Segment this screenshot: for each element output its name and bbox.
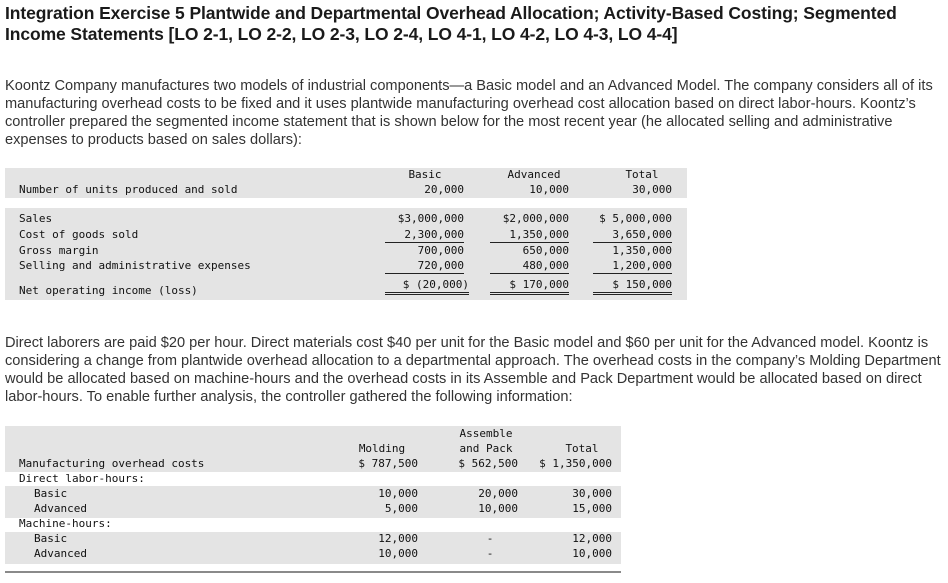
sga-total: 1,200,000 <box>593 259 672 274</box>
dlh-advanced-molding: 5,000 <box>384 502 418 515</box>
moh-molding: $ 787,500 <box>358 457 418 470</box>
dlh-heading: Direct labor-hours: <box>19 472 145 485</box>
moh-assemble: $ 562,500 <box>458 457 518 470</box>
intro-paragraph: Koontz Company manufactures two models of industrial components—a Basic model and an Advanced Model. The company considers all of its manufacturing overhead costs to be fixed and it uses plantwide manufacturing overhead cost allocation based on direct labor-hours. Koontz’s controller prepared the segmented income statement that is shown below for the most recent year (he allocated selling and administrative expenses to products based on sales dollars): <box>5 78 933 148</box>
mh-advanced-molding: 10,000 <box>378 547 418 560</box>
header-assemble: Assemble <box>459 427 513 440</box>
sga-advanced: 480,000 <box>490 259 569 274</box>
moh-label: Manufacturing overhead costs <box>19 457 205 470</box>
mh-basic-label: Basic <box>34 532 68 545</box>
gross-margin-basic: 700,000 <box>417 244 464 257</box>
noi-total: $ 150,000 <box>593 278 672 295</box>
dlh-basic-assemble: 20,000 <box>478 487 518 500</box>
sga-label: Selling and administrative expenses <box>19 259 251 272</box>
cogs-total: 3,650,000 <box>593 228 672 243</box>
gross-margin-label: Gross margin <box>19 244 99 257</box>
cogs-label: Cost of goods sold <box>19 228 139 241</box>
sales-total: $ 5,000,000 <box>599 212 672 225</box>
dlh-basic-label: Basic <box>34 487 68 500</box>
dept-band-mh <box>5 532 621 564</box>
mh-heading: Machine-hours: <box>19 517 112 530</box>
mh-advanced-assemble: - <box>486 547 494 560</box>
units-label: Number of units produced and sold <box>19 183 238 196</box>
dlh-advanced-assemble: 10,000 <box>478 502 518 515</box>
header-basic: Basic <box>408 168 442 181</box>
mh-advanced-total: 10,000 <box>572 547 612 560</box>
mh-basic-assemble: - <box>486 532 494 545</box>
department-paragraph: Direct laborers are paid $20 per hour. Direct materials cost $40 per unit for the Basic model and $60 per unit for the Advanced model. Koontz is considering a change from plantwide overhead allocation to a departmental approach. The overhead costs in the company’s Molding Department would be allocated based on machine-hours and the overhead costs in its Assemble and Pack Department would be allocated based on direct labor-hours. To enable further analysis, the controller gathered the following information: <box>5 335 941 405</box>
mh-basic-molding: 12,000 <box>378 532 418 545</box>
gross-margin-total: 1,350,000 <box>612 244 672 257</box>
noi-label: Net operating income (loss) <box>19 284 198 297</box>
header-and-pack: and Pack <box>459 442 513 455</box>
sales-basic: $3,000,000 <box>397 212 464 225</box>
dept-band-dlh <box>5 486 621 518</box>
units-total: 30,000 <box>632 183 672 196</box>
units-advanced: 10,000 <box>529 183 569 196</box>
noi-advanced: $ 170,000 <box>490 278 569 295</box>
units-basic: 20,000 <box>424 183 464 196</box>
dlh-advanced-label: Advanced <box>34 502 87 515</box>
mh-basic-total: 12,000 <box>572 532 612 545</box>
header-advanced: Advanced <box>507 168 561 181</box>
gross-margin-advanced: 650,000 <box>522 244 569 257</box>
exercise-title: Integration Exercise 5 Plantwide and Departmental Overhead Allocation; Activity-Based Costing; Segmented Income Statements [LO 2-1, LO 2-2, LO 2-3, LO 2-4, LO 4-1, LO 4-2, LO 4-3, LO 4-4] <box>5 3 897 44</box>
header-molding: Molding <box>358 442 406 455</box>
moh-total: $ 1,350,000 <box>539 457 612 470</box>
sales-label: Sales <box>19 212 53 225</box>
header-total: Total <box>625 168 659 181</box>
table-bottom-rule <box>5 571 621 573</box>
dlh-basic-molding: 10,000 <box>378 487 418 500</box>
header-dept-total: Total <box>565 442 599 455</box>
dlh-advanced-total: 15,000 <box>572 502 612 515</box>
cogs-basic: 2,300,000 <box>385 228 464 243</box>
mh-advanced-label: Advanced <box>34 547 87 560</box>
cogs-advanced: 1,350,000 <box>490 228 569 243</box>
sales-advanced: $2,000,000 <box>502 212 569 225</box>
dlh-basic-total: 30,000 <box>572 487 612 500</box>
sga-basic: 720,000 <box>385 259 464 274</box>
noi-basic: $ (20,000) <box>385 278 469 295</box>
